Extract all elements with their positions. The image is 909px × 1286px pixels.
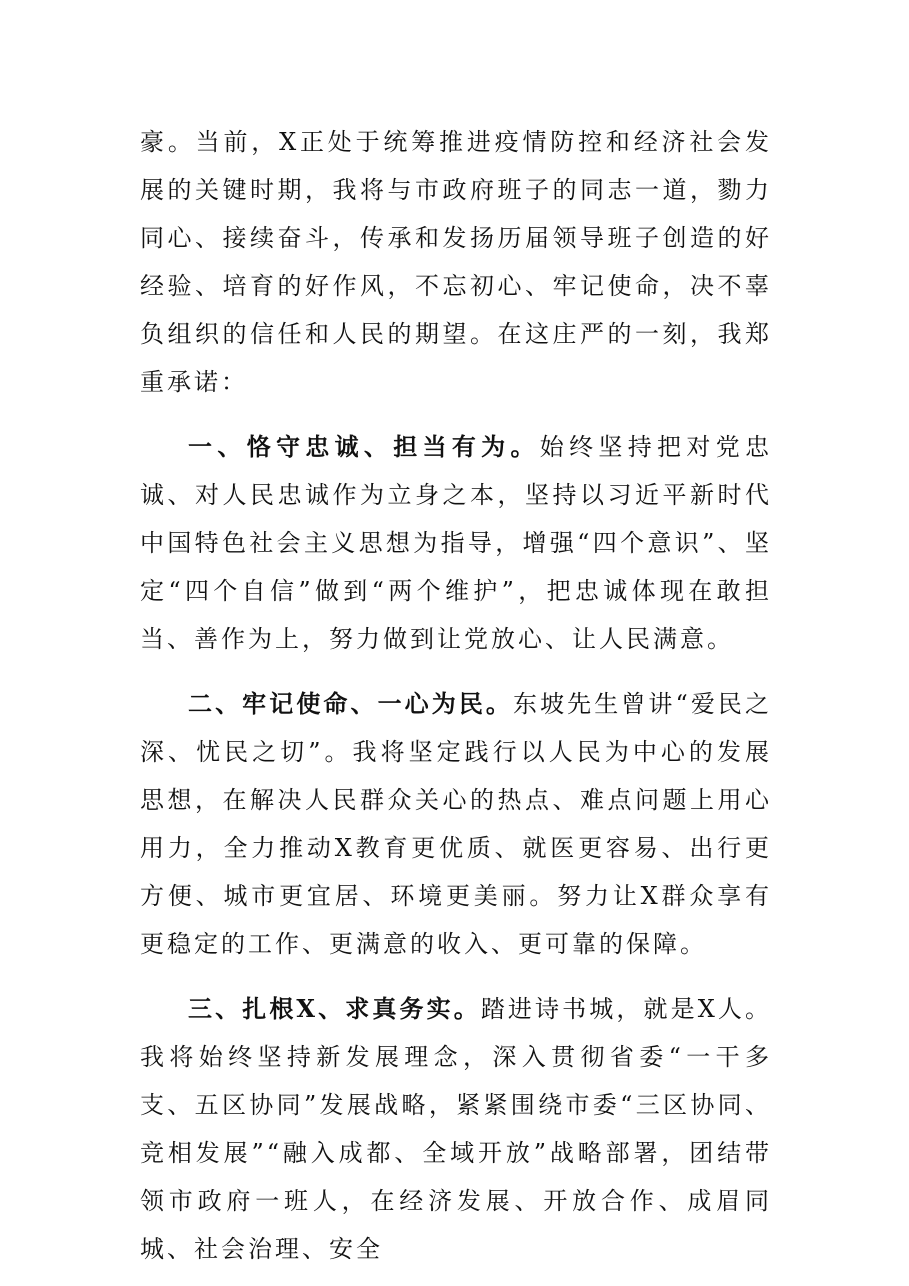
pledge-1-text: 始终坚持把对党忠诚、对人民忠诚作为立身之本，坚持以习近平新时代中国特色社会主义思想为指导，增强“四个意识”、坚定“四个自信”做到“两个维护”，把忠诚体现在敢担当、善作为上，努力做到让党放心、让人民满意。: [140, 433, 773, 653]
paragraph-pledge-2: [140, 680, 772, 968]
paragraph-intro-text: 豪。当前，X正处于统筹推进疫情防控和经济社会发展的关键时期，我将与市政府班子的同志一道，勠力同心、接续奋斗，传承和发扬历届领导班子创造的好经验、培育的好作风，不忘初心、牢记使命，决不辜负组织的信任和人民的期望。在这庄严的一刻，我郑重承诺：: [140, 128, 772, 396]
paragraph-intro: [140, 118, 772, 406]
pledge-3-text: 踏进诗书城，就是X人。我将始终坚持新发展理念，深入贯彻省委“一干多支、五区协同”发展战略，紧紧围绕市委“三区协同、竞相发展”“融入成都、全域开放”战略部署，团结带领市政府一班人，在经济发展、开放合作、成眉同城、社会治理、安全: [140, 995, 772, 1263]
pledge-3-heading: 三、扎根X、求真务实。: [188, 994, 481, 1023]
paragraph-pledge-1: [140, 423, 772, 663]
pledge-2-text: 东坡先生曾讲“爱民之深、忧民之切”。我将坚定践行以人民为中心的发展思想，在解决人民群众关心的热点、难点问题上用心用力，全力推动X教育更优质、就医更容易、出行更方便、城市更宜居、环境更美丽。努力让X群众享有更稳定的工作、更满意的收入、更可靠的保障。: [140, 690, 772, 958]
document-body: [140, 118, 772, 1273]
pledge-2-heading: 二、牢记使命、一心为民。: [188, 689, 513, 718]
paragraph-pledge-3: [140, 985, 772, 1273]
pledge-1-heading: 一、恪守忠诚、担当有为。: [188, 432, 540, 461]
